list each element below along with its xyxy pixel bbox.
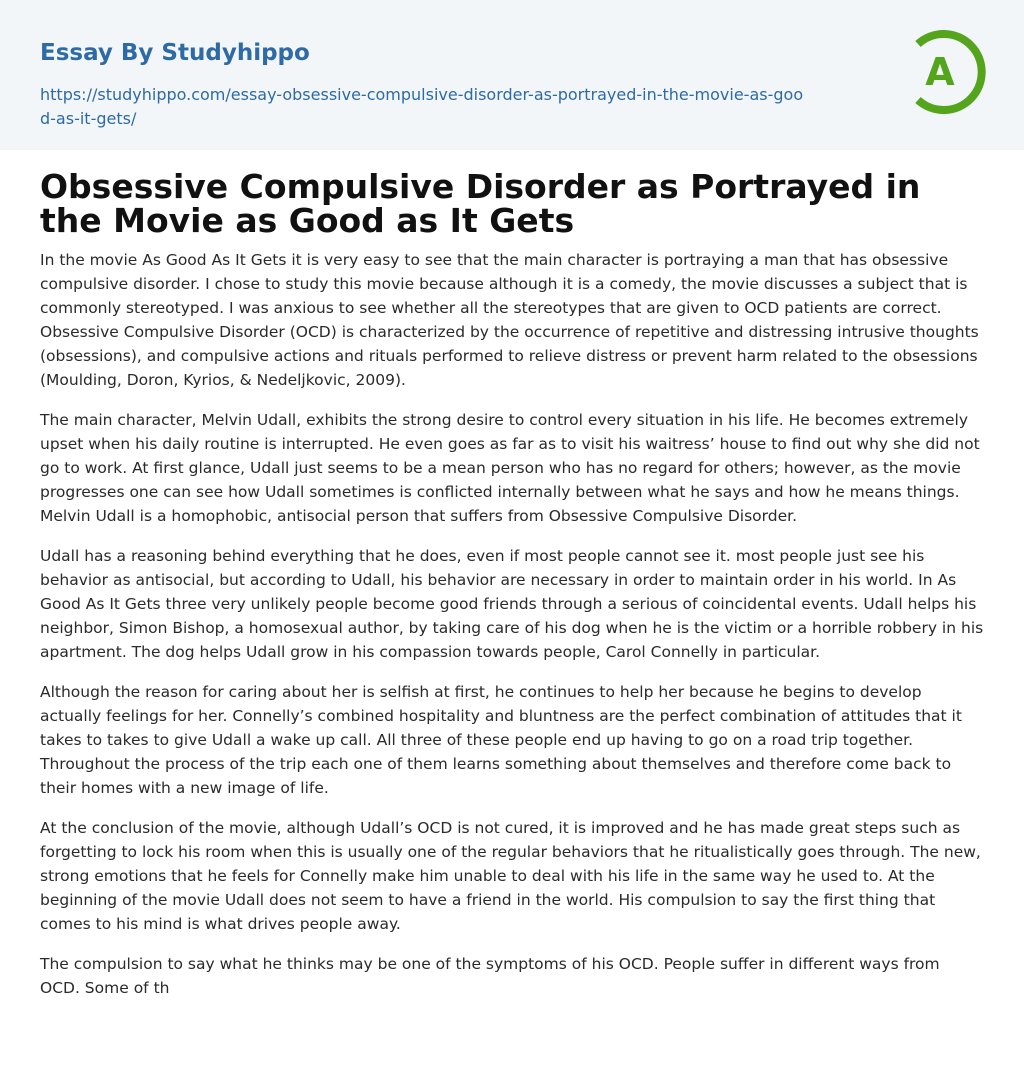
site-title[interactable]: Essay By Studyhippo [40, 40, 310, 66]
essay-paragraph: At the conclusion of the movie, although Udall’s OCD is not cured, it is improved and he has made great steps such as forgetting to lock his room when this is usually one of the regular behaviors that he ritualistically goes through. The new, strong emotions that he feels for Connelly make him unable to deal with his life in the same way he used to. At the beginning of the movie Udall does not seem to have a friend in the world. His compulsion to say the first thing that comes to his mind is what drives people away. [40, 819, 981, 933]
essay-content [40, 167, 984, 1016]
essay-paragraph: Although the reason for caring about her is selfish at first, he continues to help her because he begins to develop actually feelings for her. Connelly’s combined hospitality and bluntness are the perfect combination of attitudes that it takes to takes to give Udall a wake up call. All three of these people end up having to go on a road trip together. Throughout the process of the trip each one of them learns something about themselves and therefore come back to their homes with a new image of life. [40, 683, 962, 797]
essay-paragraph: The compulsion to say what he thinks may be one of the symptoms of his OCD. People suffer in different ways from OCD. Some of th [40, 955, 940, 997]
logo-letter: A [925, 50, 955, 94]
essay-paragraph: Udall has a reasoning behind everything that he does, even if most people cannot see it. most people just see his behavior as antisocial, but according to Udall, his behavior are necessary in order to maintain order in his world. In As Good As It Gets three very unlikely people become good friends through a serious of coincidental events. Udall helps his neighbor, Simon Bishop, a homosexual author, by taking care of his dog when he is the victim or a horrible robbery in his apartment. The dog helps Udall grow in his compassion towards people, Carol Connelly in particular. [40, 547, 984, 661]
essay-title: Obsessive Compulsive Disorder as Portrayed in the Movie as Good as It Gets [40, 167, 921, 240]
essay-paragraph: The main character, Melvin Udall, exhibits the strong desire to control every situation in his life. He becomes extremely upset when his daily routine is interrupted. He even goes as far as to visit his waitress’ house to find out why she did not go to work. At first glance, Udall just seems to be a mean person who has no regard for others; however, as the movie progresses one can see how Udall sometimes is conflicted internally between what he says and how he means things. Melvin Udall is a homophobic, antisocial person that suffers from Obsessive Compulsive Disorder. [40, 411, 980, 525]
studyhippo-logo-icon[interactable] [906, 28, 988, 116]
essay-body [40, 248, 984, 1000]
essay-url-link[interactable]: https://studyhippo.com/essay-obsessive-compulsive-disorder-as-portrayed-in-the-movie-as-good-as-it-gets/ [40, 85, 804, 128]
essay-paragraph: In the movie As Good As It Gets it is very easy to see that the main character is portraying a man that has obsessive compulsive disorder. I chose to study this movie because although it is a comedy, the movie discusses a subject that is commonly stereotyped. I was anxious to see whether all the stereotypes that are given to OCD patients are correct. Obsessive Compulsive Disorder (OCD) is characterized by the occurrence of repetitive and distressing intrusive thoughts (obsessions), and compulsive actions and rituals performed to relieve distress or prevent harm related to the obsessions (Moulding, Doron, Kyrios, & Nedeljkovic, 2009). [40, 251, 979, 389]
site-header [0, 0, 1024, 150]
